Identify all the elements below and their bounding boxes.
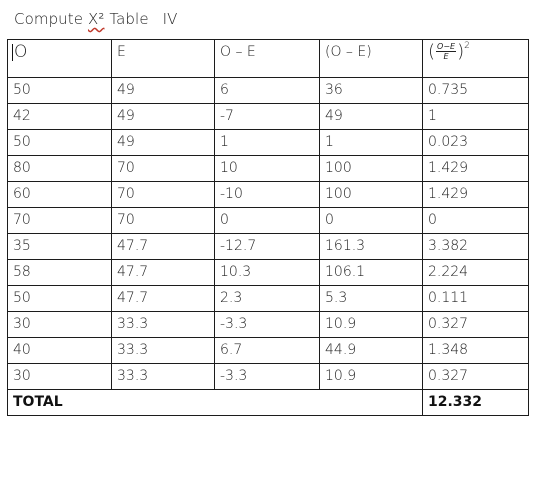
cell-difference-squared: 100 [320, 156, 423, 182]
cell-expected: 33.3 [112, 338, 215, 364]
cell-observed: 50 [8, 286, 112, 312]
cell-difference-squared: 161.3 [320, 234, 423, 260]
cell-observed: 58 [8, 260, 112, 286]
cell-observed: 30 [8, 312, 112, 338]
cell-chi-term: 0 [423, 208, 529, 234]
cell-chi-term: 0.327 [423, 364, 529, 390]
chi-square-table [7, 39, 529, 416]
table-row [8, 338, 529, 364]
table-row [8, 260, 529, 286]
cell-difference: 1 [215, 130, 320, 156]
table-total-row [8, 390, 529, 416]
header-difference: O – E [215, 40, 320, 78]
table-row [8, 130, 529, 156]
cell-expected: 49 [112, 78, 215, 104]
cell-difference-squared: 49 [320, 104, 423, 130]
table-row [8, 286, 529, 312]
header-difference-squared: (O – E) [320, 40, 423, 78]
table-row [8, 234, 529, 260]
table-row [8, 104, 529, 130]
cell-observed: 30 [8, 364, 112, 390]
title-prefix: Compute [14, 10, 88, 28]
formula-power: 2 [464, 40, 470, 51]
header-observed-label: O [14, 42, 28, 62]
title-roman-numeral: IV [162, 10, 178, 28]
cell-observed: 60 [8, 182, 112, 208]
header-expected: E [112, 40, 215, 78]
cell-difference: -10 [215, 182, 320, 208]
table-row [8, 312, 529, 338]
cell-chi-term: 3.382 [423, 234, 529, 260]
cell-expected: 47.7 [112, 260, 215, 286]
cell-difference: 6 [215, 78, 320, 104]
header-observed[interactable] [8, 40, 112, 78]
cell-observed: 50 [8, 78, 112, 104]
table-row [8, 78, 529, 104]
cell-expected: 70 [112, 182, 215, 208]
cell-difference: -3.3 [215, 364, 320, 390]
header-formula [423, 40, 529, 78]
cell-expected: 47.7 [112, 286, 215, 312]
cell-difference-squared: 10.9 [320, 364, 423, 390]
cell-chi-term: 1 [423, 104, 529, 130]
cell-difference: -3.3 [215, 312, 320, 338]
cell-expected: 49 [112, 130, 215, 156]
table-row [8, 364, 529, 390]
cell-difference-squared: 10.9 [320, 312, 423, 338]
table-row [8, 182, 529, 208]
cell-difference: 2.3 [215, 286, 320, 312]
cell-difference-squared: 0 [320, 208, 423, 234]
cell-expected: 49 [112, 104, 215, 130]
cell-chi-term: 0.111 [423, 286, 529, 312]
cell-expected: 70 [112, 208, 215, 234]
cell-difference-squared: 5.3 [320, 286, 423, 312]
title-table-word: Table [109, 10, 149, 28]
cell-difference-squared: 36 [320, 78, 423, 104]
cell-expected: 70 [112, 156, 215, 182]
cell-expected: 33.3 [112, 312, 215, 338]
cell-chi-term: 0.023 [423, 130, 529, 156]
cell-chi-term: 1.429 [423, 182, 529, 208]
document-title [14, 10, 178, 28]
cell-observed: 42 [8, 104, 112, 130]
cell-chi-term: 1.429 [423, 156, 529, 182]
cell-expected: 47.7 [112, 234, 215, 260]
total-value: 12.332 [423, 390, 529, 416]
cell-observed: 35 [8, 234, 112, 260]
cell-chi-term: 2.224 [423, 260, 529, 286]
cell-observed: 70 [8, 208, 112, 234]
chi-square-term-formula: ( $\frac{O-E}{E}$ ) 2 [428, 40, 470, 62]
formula-denominator: E [443, 52, 449, 61]
table-header-row [8, 40, 529, 78]
cell-difference: 0 [215, 208, 320, 234]
cell-difference-squared: 100 [320, 182, 423, 208]
cell-difference-squared: 44.9 [320, 338, 423, 364]
cell-difference: 10.3 [215, 260, 320, 286]
title-chi-square: X² [87, 10, 105, 28]
cell-observed: 50 [8, 130, 112, 156]
table-row [8, 208, 529, 234]
cell-expected: 33.3 [112, 364, 215, 390]
cell-difference: 6.7 [215, 338, 320, 364]
cell-difference-squared: 1 [320, 130, 423, 156]
cell-chi-term: 0.735 [423, 78, 529, 104]
cell-chi-term: 0.327 [423, 312, 529, 338]
cell-difference: -12.7 [215, 234, 320, 260]
table-row [8, 156, 529, 182]
total-label: TOTAL [8, 390, 423, 416]
cell-observed: 80 [8, 156, 112, 182]
cell-difference: 10 [215, 156, 320, 182]
cell-difference: -7 [215, 104, 320, 130]
cell-chi-term: 1.348 [423, 338, 529, 364]
cell-observed: 40 [8, 338, 112, 364]
cell-difference-squared: 106.1 [320, 260, 423, 286]
formula-numerator: O−E [437, 42, 456, 51]
